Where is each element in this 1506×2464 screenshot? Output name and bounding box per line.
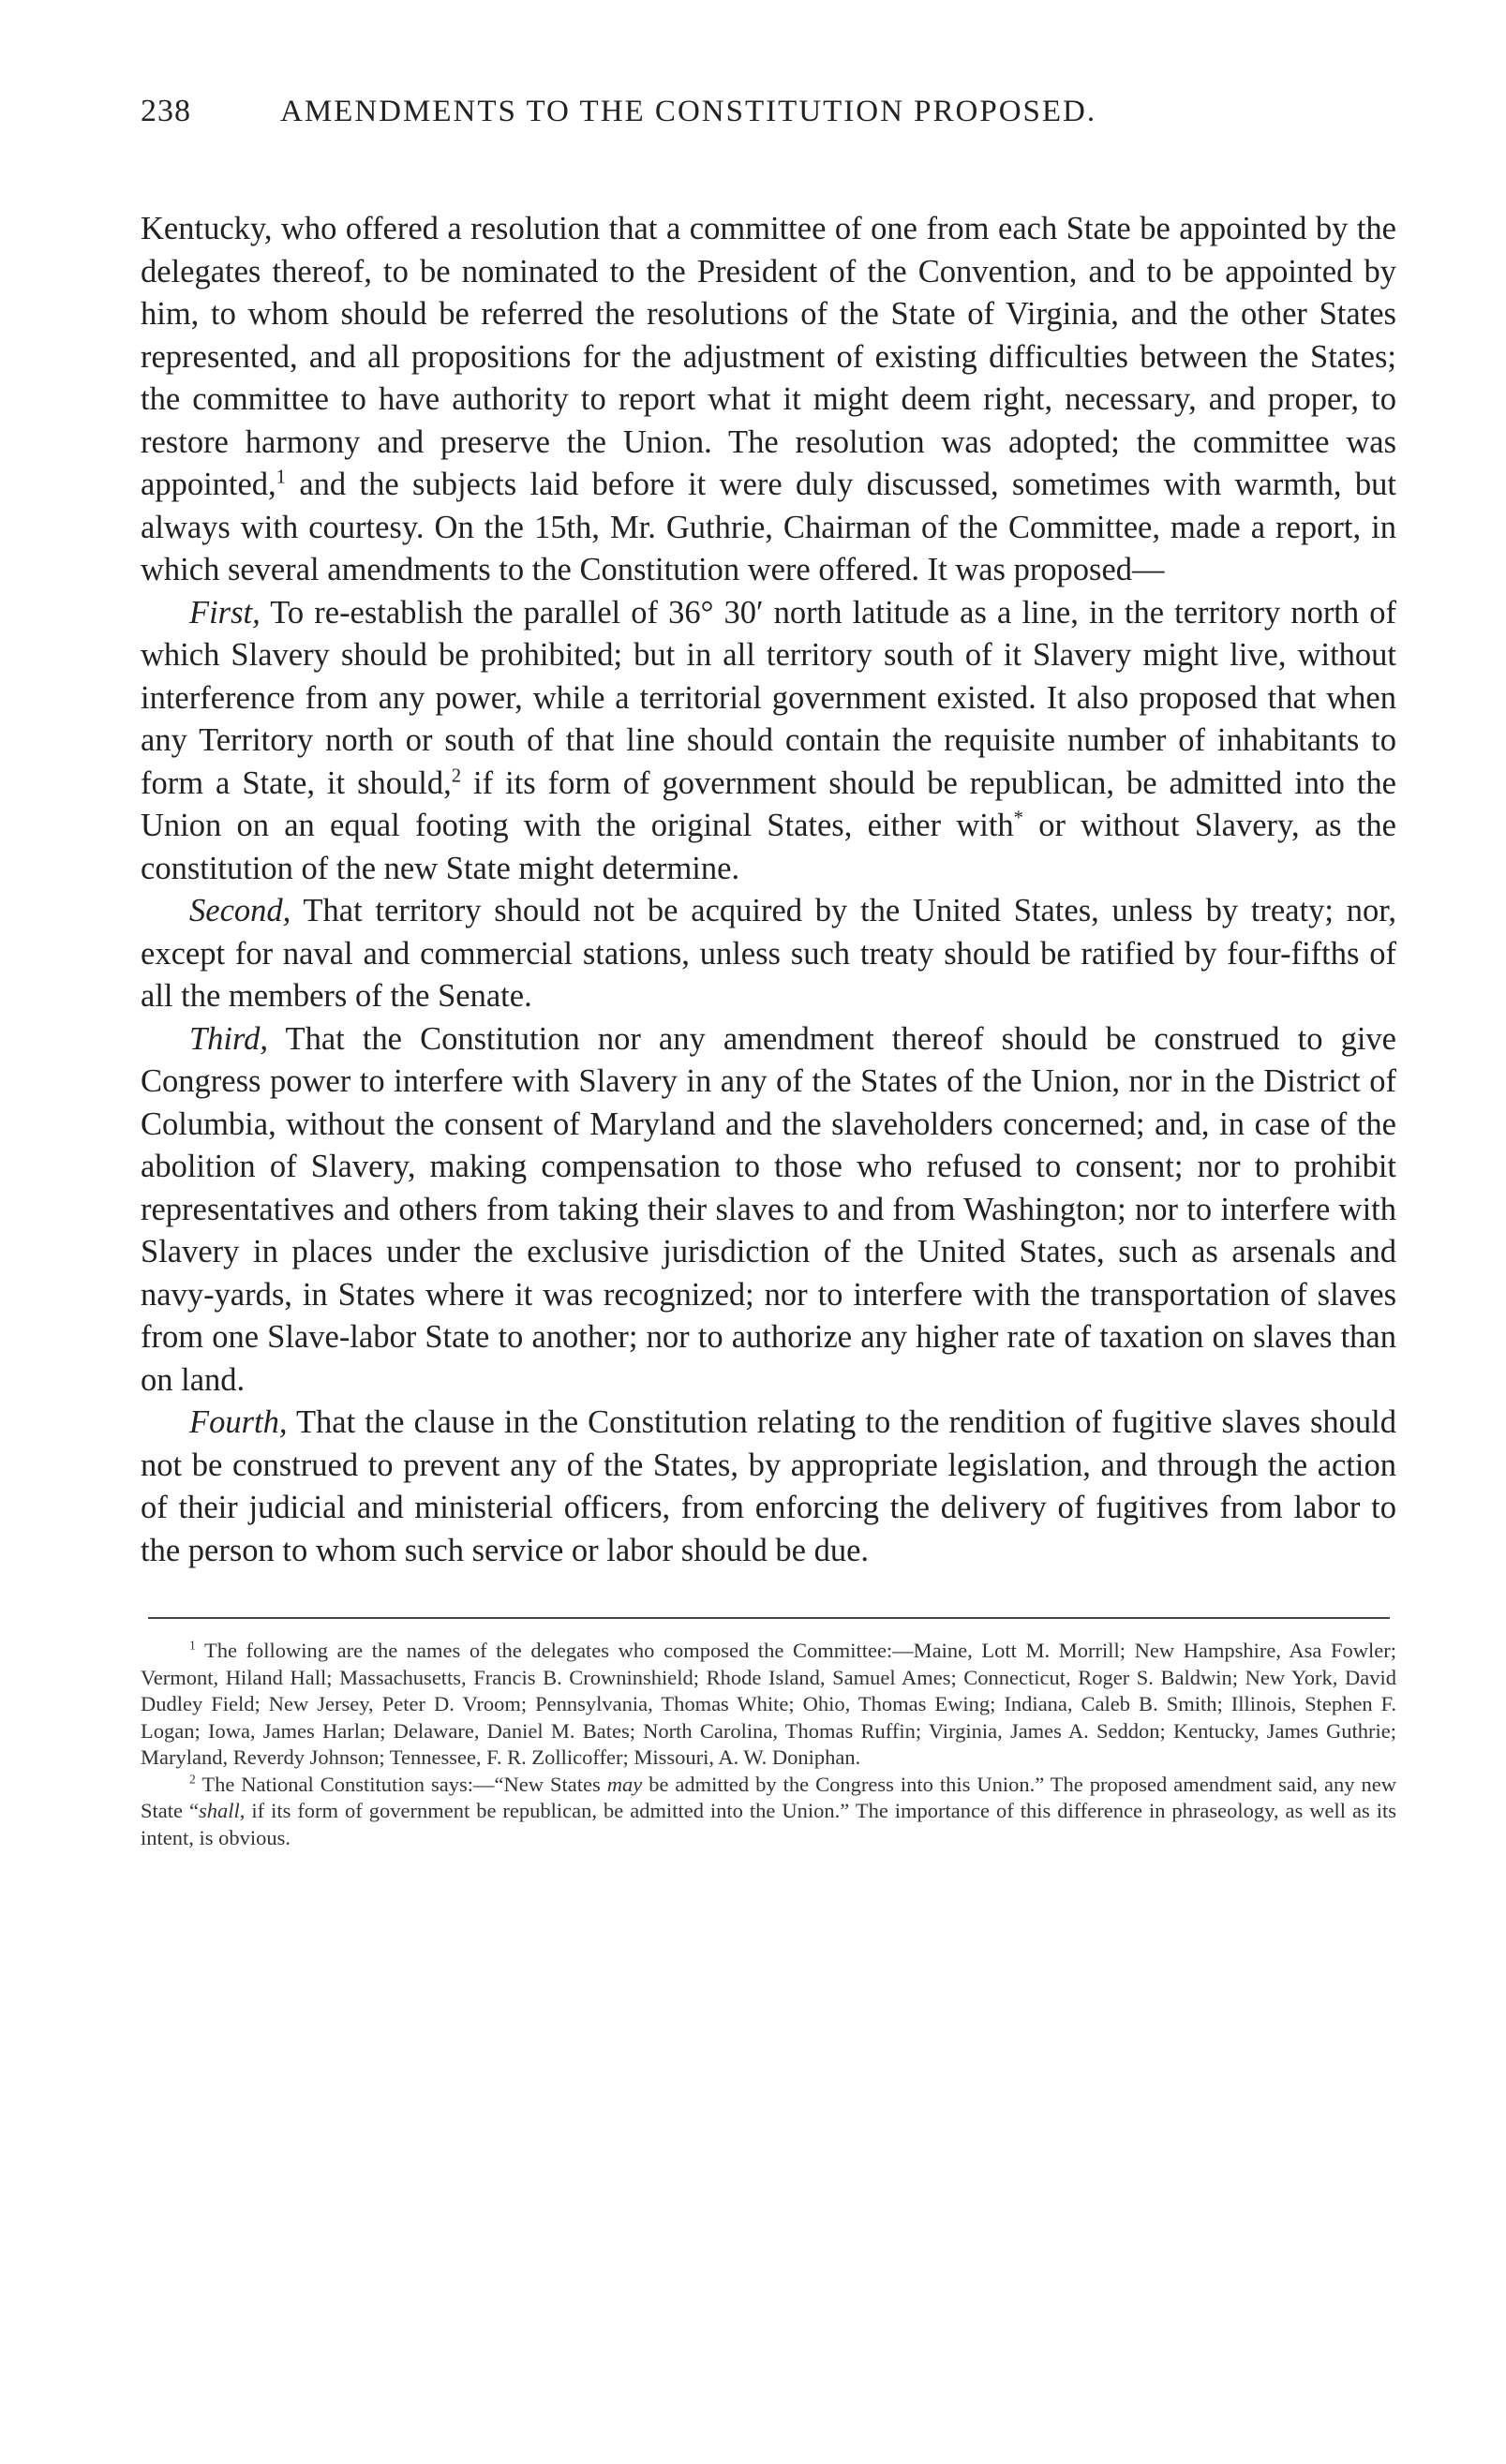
emphasis-shall: shall: [198, 1799, 240, 1822]
paragraph-first: [141, 592, 1396, 891]
footnote-number: 2: [189, 1772, 196, 1786]
page-header: [141, 94, 1396, 150]
footnote-text: The National Constitution says:—“New States: [195, 1772, 607, 1796]
footnote-text: be admitted by the Congress into this Union.” The proposed amendment said, any new State “: [141, 1772, 1396, 1822]
footnote-ref-1: 1: [276, 467, 287, 488]
paragraph-text: or without Slavery, as the constitution of the new State might determine.: [141, 808, 1396, 886]
footnote-2: [141, 1772, 1396, 1852]
paragraph-text: and the subjects laid before it were duly discussed, sometimes with warmth, but always with courtesy. On the 15th, Mr. Guthrie, Chairman of the Committee, made a report, in which several amendments to the Constitution were offered. It was proposed—: [141, 467, 1396, 587]
paragraph-fourth: [141, 1402, 1396, 1572]
running-head: AMENDMENTS TO THE CONSTITUTION PROPOSED.: [280, 95, 1097, 128]
paragraph-lead: Fourth,: [189, 1404, 288, 1440]
emphasis-may: may: [606, 1772, 643, 1796]
paragraph-second: [141, 890, 1396, 1018]
paragraph-text: That territory should not be acquired by the United States, unless by treaty; nor, except for naval and commercial stations, unless such treaty should be ratified by four-fifths of all the members of the Senate.: [141, 893, 1396, 1014]
book-page: [141, 94, 1396, 1851]
paragraph-text: That the Constitution nor any amendment thereof should be construed to give Congress power to interfere with Slavery in any of the States of the Union, nor in the District of Columbia, without the consent of Maryland and the slaveholders concerned; and, in case of the abolition of Slavery, making compensation to those who refused to consent; nor to prohibit representatives and others from taking their slaves to and from Washington; nor to interfere with Slavery in places under the exclusive jurisdiction of the United States, such as arsenals and navy-yards, in States where it was recognized; nor to interfere with the transportation of slaves from one Slave-labor State to another; nor to authorize any higher rate of taxation on slaves than on land.: [141, 1020, 1396, 1398]
asterisk-mark: *: [1013, 808, 1024, 829]
paragraph-third: [141, 1018, 1396, 1403]
paragraph-text: Kentucky, who offered a resolution that a committee of one from each State be appointed by the delegates thereof, to be nominated to the President of the Convention, and to be appointed by him, to whom should be referred the resolutions of the State of Virginia, and the other States represented, and all propositions for the adjustment of existing difficulties between the States; the committee to have authority to report what it might deem right, necessary, and proper, to restore harmony and preserve the Union. The resolution was adopted; the committee was appointed,: [141, 211, 1396, 502]
paragraph-intro: [141, 208, 1396, 592]
footnote-text: , if its form of government be republican, be admitted into the Union.” The importance of this difference in phraseology, as well as its intent, is obvious.: [141, 1799, 1396, 1849]
paragraph-text: To re-establish the parallel of 36° 30′ north latitude as a line, in the territory north of which Slavery should be prohibited; but in all territory south of it Slavery might live, without interference from any power, while a territorial government existed. It also proposed that when any Territory north or south of that line should contain the requisite number of inhabitants to form a State, it should,: [141, 594, 1396, 801]
page-number: 238: [141, 94, 191, 128]
paragraph-text: if its form of government should be republican, be admitted into the Union on an equal footing with the original States, either with: [141, 764, 1396, 843]
footnote-1: [141, 1638, 1396, 1772]
paragraph-lead: Second,: [189, 893, 291, 928]
footnote-ref-2: 2: [451, 765, 462, 786]
footnote-number: 1: [189, 1638, 196, 1653]
footnotes: [141, 1638, 1396, 1851]
body-text: [141, 208, 1396, 1572]
footnote-divider: [148, 1617, 1390, 1619]
paragraph-lead: First,: [189, 594, 261, 631]
paragraph-lead: Third,: [189, 1020, 269, 1057]
footnote-text: The following are the names of the delegates who composed the Committee:—Maine, Lott M. Morrill; New Hampshire, Asa Fowler; Vermont, Hiland Hall; Massachusetts, Francis B. Crowninshield; Rhode Island, Samuel Ames; Connecticut, Roger S. Baldwin; New York, David Dudley Field; New Jersey, Peter D. Vroom; Pennsylvania, Thomas White; Ohio, Thomas Ewing; Indiana, Caleb B. Smith; Illinois, Stephen F. Logan; Iowa, James Harlan; Delaware, Daniel M. Bates; North Carolina, Thomas Ruffin; Virginia, James A. Seddon; Kentucky, James Guthrie; Maryland, Reverdy Johnson; Tennessee, F. R. Zollicoffer; Missouri, A. W. Doniphan.: [141, 1639, 1396, 1769]
paragraph-text: That the clause in the Constitution relating to the rendition of fugitive slaves should not be construed to prevent any of the States, by appropriate legislation, and through the action of their judicial and ministerial officers, from enforcing the delivery of fugitives from labor to the person to whom such service or labor should be due.: [141, 1404, 1396, 1568]
